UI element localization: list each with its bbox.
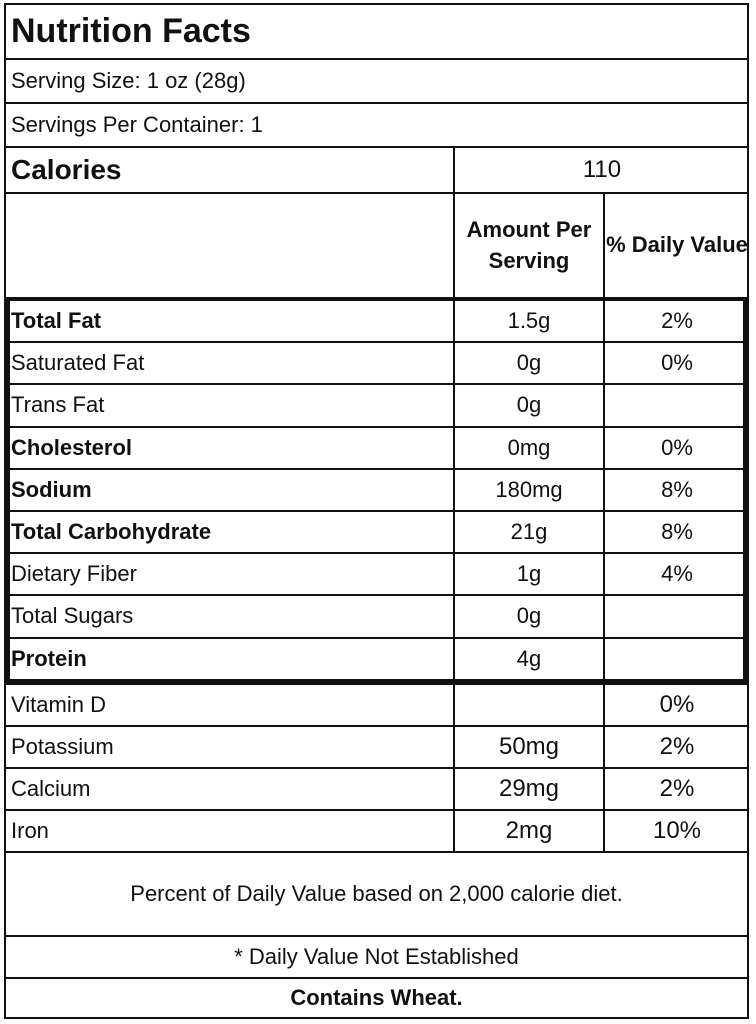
- table-row: [6, 428, 747, 470]
- header-amount: Amount Per Serving: [453, 194, 603, 297]
- allergen-statement: Contains Wheat.: [290, 985, 463, 1010]
- table-row: [6, 596, 747, 638]
- nutrient-name: Dietary Fiber: [11, 561, 137, 587]
- nutrient-name: Iron: [11, 818, 49, 843]
- nutrient-daily-value: 0%: [603, 428, 749, 468]
- nutrient-daily-value: 8%: [603, 470, 749, 510]
- table-row: [6, 639, 747, 681]
- header-daily-value: % Daily Value: [603, 194, 749, 297]
- not-established-note: * Daily Value Not Established: [234, 944, 519, 969]
- nutrient-daily-value: 2%: [603, 727, 749, 767]
- percent-note: Percent of Daily Value based on 2,000 calorie diet.: [130, 881, 623, 906]
- nutrient-amount: 1.5g: [453, 301, 603, 341]
- table-row: [6, 554, 747, 596]
- nutrient-amount: 0g: [453, 596, 603, 636]
- table-row: [6, 769, 747, 811]
- nutrient-daily-value: [603, 639, 749, 679]
- nutrient-name: Potassium: [11, 734, 114, 759]
- nutrient-daily-value: [603, 385, 749, 425]
- table-row: [6, 343, 747, 385]
- nutrient-name: Calcium: [11, 776, 91, 801]
- nutrient-name: Total Carbohydrate: [11, 519, 212, 545]
- nutrient-amount: 0g: [453, 385, 603, 425]
- nutrient-daily-value: 8%: [603, 512, 749, 552]
- table-row: [6, 727, 747, 769]
- nutrient-name: Trans Fat: [11, 392, 105, 418]
- table-row: [6, 385, 747, 427]
- nutrient-daily-value: 0%: [603, 685, 749, 725]
- nutrient-amount: 50mg: [453, 727, 603, 767]
- calories-value: 110: [453, 148, 749, 192]
- nutrient-daily-value: 10%: [603, 811, 749, 851]
- calories-row: [6, 148, 747, 194]
- nutrient-name: Saturated Fat: [11, 350, 145, 376]
- nutrient-amount: 0g: [453, 343, 603, 383]
- header-blank: [6, 194, 453, 297]
- nutrient-amount: 0mg: [453, 428, 603, 468]
- table-row: [6, 301, 747, 343]
- table-row: [6, 512, 747, 554]
- title-row: [6, 5, 747, 60]
- nutrient-name: Total Sugars: [11, 603, 134, 629]
- percent-note-row: [6, 853, 747, 937]
- nutrient-amount: 2mg: [453, 811, 603, 851]
- nutrient-daily-value: 2%: [603, 301, 749, 341]
- nutrient-name: Cholesterol: [11, 434, 133, 460]
- nutrient-name: Total Fat: [11, 308, 102, 334]
- nutrient-name: Protein: [11, 645, 87, 671]
- table-row: [6, 470, 747, 512]
- table-row: [6, 685, 747, 727]
- label-title: Nutrition Facts: [11, 12, 251, 50]
- nutrient-amount: 1g: [453, 554, 603, 594]
- servings-per-container: Servings Per Container: 1: [11, 112, 263, 137]
- nutrient-amount: 29mg: [453, 769, 603, 809]
- nutrient-daily-value: 4%: [603, 554, 749, 594]
- nutrient-daily-value: 0%: [603, 343, 749, 383]
- nutrient-amount: 180mg: [453, 470, 603, 510]
- nutrition-label: [4, 3, 749, 1019]
- serving-size-row: [6, 60, 747, 104]
- calories-label: Calories: [11, 154, 122, 185]
- nutrient-amount: 4g: [453, 639, 603, 679]
- nutrient-daily-value: 2%: [603, 769, 749, 809]
- serving-size: Serving Size: 1 oz (28g): [11, 68, 246, 93]
- nutrient-amount: [453, 685, 603, 725]
- nutrient-name: Sodium: [11, 476, 92, 502]
- servings-per-container-row: [6, 104, 747, 148]
- nutrient-amount: 21g: [453, 512, 603, 552]
- not-established-row: [6, 937, 747, 979]
- nutrient-daily-value: [603, 596, 749, 636]
- allergen-row: [6, 979, 747, 1017]
- table-row: [6, 811, 747, 853]
- nutrient-name: Vitamin D: [11, 692, 106, 717]
- column-header-row: [6, 194, 747, 297]
